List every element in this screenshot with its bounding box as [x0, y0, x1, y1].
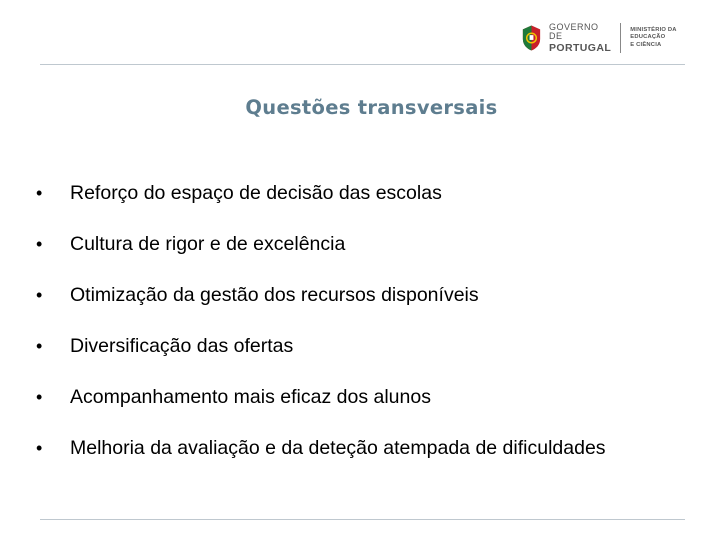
gov-line1: GOVERNO DE	[549, 21, 599, 41]
government-name	[549, 23, 612, 54]
gov-line2: PORTUGAL	[549, 41, 612, 54]
ministry-line2: E CIÊNCIA	[630, 41, 662, 48]
bullet-dot-icon: •	[36, 336, 43, 356]
bullet-dot-icon: •	[36, 234, 43, 254]
government-logo	[520, 18, 710, 58]
bullet-text: Acompanhamento mais eficaz dos alunos	[70, 386, 431, 408]
portugal-emblem-icon	[520, 23, 543, 53]
bullet-text: Diversificação das ofertas	[70, 335, 294, 357]
bullet-list	[24, 176, 674, 482]
ministry-name	[630, 27, 710, 49]
bullet-dot-icon: •	[36, 438, 43, 458]
bullet-text: Reforço do espaço de decisão das escolas	[70, 182, 442, 204]
bullet-dot-icon: •	[36, 387, 43, 407]
bullet-dot-icon: •	[36, 183, 43, 203]
bottom-divider	[40, 519, 685, 520]
bullet-text: Cultura de rigor e de excelência	[70, 233, 346, 255]
bullet-dot-icon: •	[36, 285, 43, 305]
bullet-item	[24, 278, 674, 312]
bullet-text: Otimização da gestão dos recursos disponíveis	[70, 284, 479, 306]
bullet-item	[24, 329, 674, 363]
slide-title: Questões transversais	[245, 96, 498, 119]
bullet-item	[24, 380, 674, 414]
ministry-line1: MINISTÉRIO DA EDUCAÇÃO	[630, 27, 677, 41]
bullet-text: Melhoria da avaliação e da deteção atempada de dificuldades	[70, 437, 606, 459]
bullet-item	[24, 227, 674, 261]
bullet-item	[24, 431, 674, 465]
logo-divider	[620, 23, 621, 53]
bullet-item	[24, 176, 674, 210]
top-divider	[40, 64, 685, 65]
